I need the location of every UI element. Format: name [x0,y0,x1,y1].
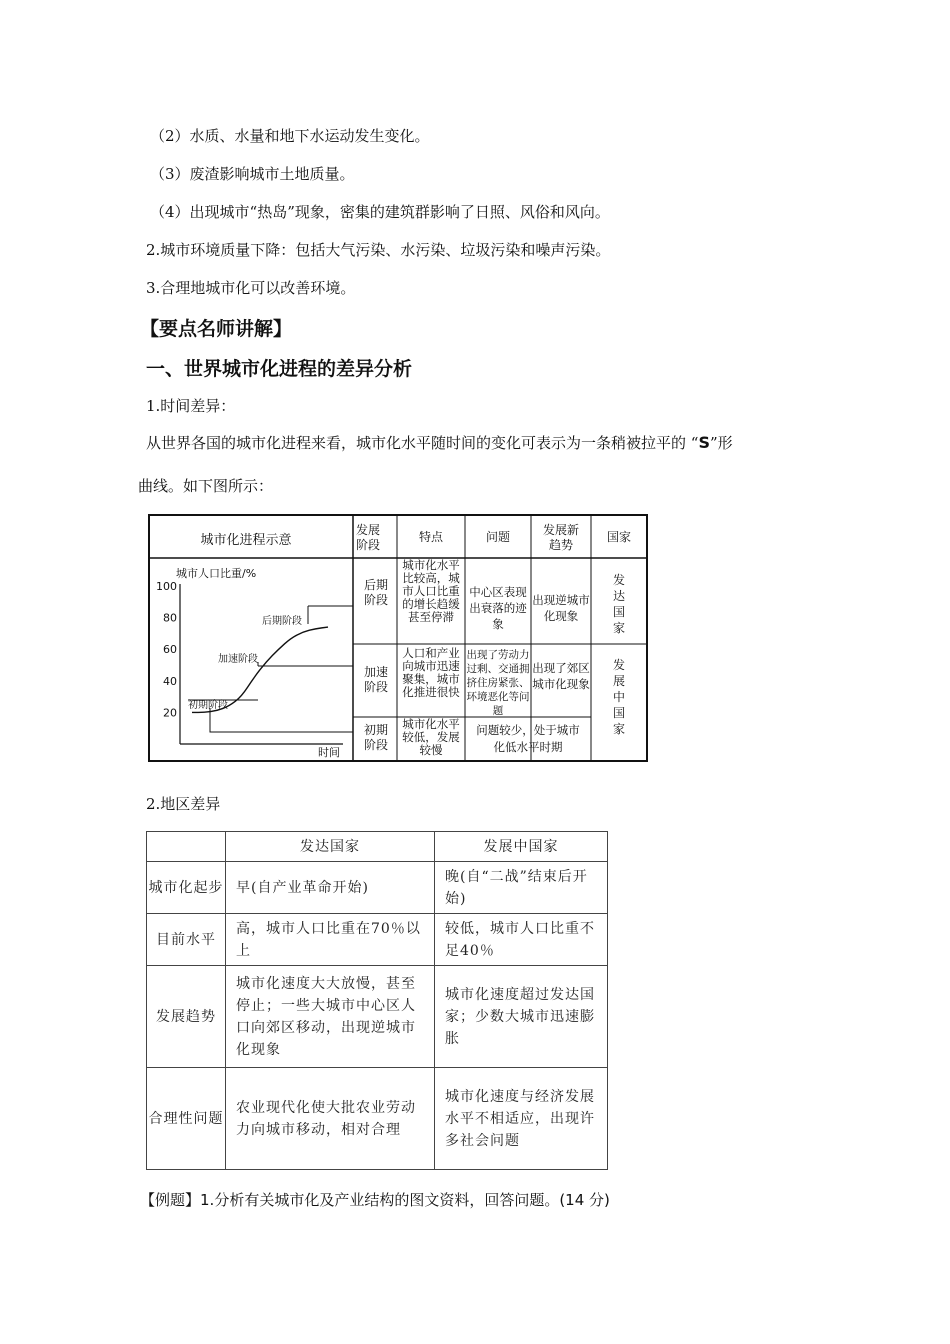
y-tick-label: 40 [163,674,177,688]
curve-stage-label: 初期阶段 [188,700,228,711]
problem-late-line: 出衰落的迹 [469,601,527,615]
table-corner-cell [147,832,226,862]
stage-markers [188,606,308,711]
feature-early-line: 较慢 [419,743,443,757]
table-head-developing: 发展中国家 [435,832,608,862]
problem-accel-line: 挤住房紧张、 [466,677,530,689]
time-diff-text [146,433,733,453]
header-stage-line2: 阶段 [356,538,381,552]
stage-late-line1: 后期 [363,578,389,592]
y-tick-labels [156,580,177,719]
feature-accel [402,646,460,699]
cell-developed: 城市化速度大大放慢，甚至停止；一些大城市中心区人口向郊区移动，出现逆城市化现象 [226,966,435,1068]
cell-developing: 城市化速度与经济发展水平不相适应，出现许多社会问题 [435,1068,608,1170]
row-label: 合理性问题 [147,1068,226,1170]
header-trend-line2: 趋势 [548,538,574,552]
para-quality: 2.城市环境质量下降：包括大气污染、水污染、垃圾污染和噪声污染。 [146,241,611,259]
table-row [147,1068,608,1170]
example-line [140,1190,610,1210]
time-diff-label: 1.时间差异： [146,397,236,415]
stage-early [364,722,388,752]
y-tick-label: 60 [163,643,177,657]
feature-accel-line: 人口和产业 [402,646,460,660]
stage-late-line2: 阶段 [363,593,389,607]
country-developing-line: 家 [612,722,626,736]
feature-late [402,558,460,624]
problem-accel-line: 环境恶化等问 [466,691,530,703]
row-label: 发展趋势 [147,966,226,1068]
para-heat-island: （4）出现城市“热岛”现象，密集的建筑群影响了日照、风俗和风向。 [150,203,610,221]
cell-developed: 农业现代化使大批农业劳动力向城市移动，相对合理 [226,1068,435,1170]
table-row [147,914,608,966]
urbanization-process-svg [148,514,648,762]
feature-early [402,717,460,757]
y-axis-label: 城市人口比重/% [176,567,257,580]
cell-developed: 早(自产业革命开始) [226,862,435,914]
table-row [147,966,608,1068]
trend-accel-line: 出现了郊区 [532,661,590,675]
cell-developing: 城市化速度超过发达国家；少数大城市迅速膨胀 [435,966,608,1068]
problem-trend-early-line: 化低水平时期 [493,740,563,754]
problem-late-line: 象 [492,617,504,631]
y-tick-label: 80 [163,611,177,625]
feature-late-line: 比较高，城 [402,571,460,585]
problem-late [469,585,527,631]
cell-developing: 晚(自“二战”结束后开始) [435,862,608,914]
problem-late-line: 中心区表现 [469,585,527,599]
region-diff-table [146,831,608,1170]
stage-late [364,577,388,607]
s-letter: S [698,433,710,452]
stage-accel-line1: 加速 [363,665,389,679]
problem-trend-early [476,723,580,754]
x-axis-label: 时间 [318,746,340,759]
trend-late [532,593,590,623]
title-one: 一、世界城市化进程的差异分析 [146,358,413,380]
header-trend [543,522,579,552]
header-stage-line1: 发展 [356,523,381,537]
connector-early [210,708,353,732]
example-text: 1.分析有关城市化及产业结构的图文资料，回答问题。(14 分) [200,1191,610,1209]
row-label: 城市化起步 [147,862,226,914]
country-developing [613,657,625,736]
country-developed-line: 达 [612,589,626,603]
trend-accel-line: 城市化现象 [532,677,590,691]
header-stage [356,522,380,552]
curve-stage-label: 后期阶段 [262,616,302,627]
problem-accel [467,648,530,717]
stage-early-line2: 阶段 [363,738,389,752]
problem-accel-line: 题 [492,705,504,717]
time-diff-text-a: 从世界各国的城市化进程来看，城市化水平随时间的变化可表示为一条稍被拉平的 “ [146,434,699,452]
feature-accel-line: 向城市迅速 [402,659,460,673]
country-developed-line: 国 [612,605,626,619]
country-developing-line: 国 [612,706,626,720]
y-tick-label: 100 [156,580,177,593]
example-tag: 【例题】 [140,1191,201,1209]
para-waste: （3）废渣影响城市土地质量。 [150,165,355,183]
trend-late-line: 出现逆城市 [532,593,590,607]
trend-late-line: 化现象 [543,609,579,623]
problem-accel-line: 出现了劳动力 [466,649,530,661]
country-developed-line: 家 [612,621,626,635]
feature-early-line: 较低，发展 [402,730,460,744]
time-diff-text-c: 曲线。如下图所示： [138,477,274,495]
feature-accel-line: 化推进很快 [402,685,460,699]
table-head-developed: 发达国家 [226,832,435,862]
header-feature: 特点 [418,530,444,544]
row-label: 目前水平 [147,914,226,966]
chart-title: 城市化进程示意 [200,533,292,548]
region-diff-label: 2.地区差异 [146,795,221,813]
y-tick-label: 20 [163,706,177,720]
urbanization-process-figure [148,514,648,762]
problem-trend-early-line: 问题较少，处于城市 [476,723,580,737]
curve-stage-label: 加速阶段 [218,654,258,665]
header-problem: 问题 [485,530,511,544]
problem-accel-line: 过剩、交通拥 [466,663,530,675]
country-developed [613,572,625,635]
section-heading: 【要点名师讲解】 [140,318,293,340]
country-developing-line: 发 [612,658,626,672]
cell-developed: 高，城市人口比重在70％以上 [226,914,435,966]
table-row [147,862,608,914]
stage-early-line1: 初期 [363,723,389,737]
country-developing-line: 中 [612,690,626,704]
country-developing-line: 展 [612,674,626,688]
feature-accel-line: 聚集，城市 [402,672,460,686]
country-developed-line: 发 [612,573,626,587]
stage-accel-line2: 阶段 [363,680,389,694]
time-diff-text-b: ”形 [709,434,733,452]
feature-late-line: 甚至停滞 [408,610,454,624]
para-improve: 3.合理地城市化可以改善环境。 [146,279,356,297]
header-country: 国家 [606,530,632,544]
feature-late-line: 的增长趋缓 [402,597,460,611]
table-header-row [147,832,608,862]
stage-accel [364,664,388,694]
para-water: （2）水质、水量和地下水运动发生变化。 [150,127,430,145]
header-trend-line1: 发展新 [542,523,580,537]
cell-developing: 较低，城市人口比重不足40％ [435,914,608,966]
trend-accel [532,661,590,691]
feature-late-line: 市人口比重 [402,584,460,598]
feature-early-line: 城市化水平 [402,717,460,731]
feature-late-line: 城市化水平 [402,558,460,572]
